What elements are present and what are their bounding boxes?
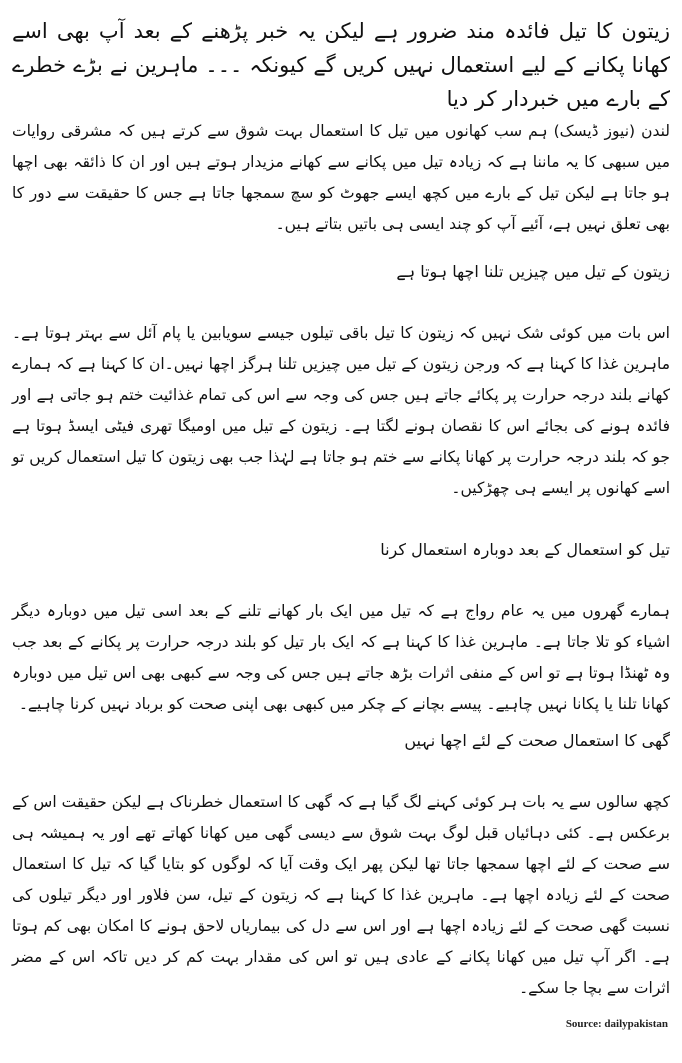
subheading-ghee: گھی کا استعمال صحت کے لئے اچھا نہیں bbox=[404, 731, 670, 750]
article-paragraph-ghee: کچھ سالوں سے یہ بات ہر کوئی کہنے لگ گیا ہے کہ گھی کا استعمال خطرناک ہے لیکن حقیقت اس کے برعکس ہے۔ کئی دہائیاں قبل لوگ بہت شوق سے دیسی گھی میں کھانا کھاتے تھے اور یہ ہمیشہ ہی سے صحت کے لئے اچھا سمجھا جاتا تھا لیکن پھر ایک وقت آیا کہ لوگوں کو بتایا گیا کہ تیل کا استعمال صحت کے لئے زیادہ اچھا ہے۔ ماہرین غذا کا کہنا ہے کہ زیتون کے تیل، سن فلاور اور دیگر تیلوں کی نسبت گھی صحت کے لئے زیادہ اچھا ہے اور اس سے دل کی بیماریاں لاحق ہونے کا امکان بھی کم ہوتا ہے۔ اگر آپ تیل میں کھانا پکانے کے عادی ہیں تو اس کی مقدار بہت کم کر دیں تاکہ اس کے مضر اثرات سے بچا جا سکے۔ bbox=[12, 793, 670, 997]
article-paragraph-olive-oil: اس بات میں کوئی شک نہیں کہ زیتون کا تیل باقی تیلوں جیسے سویابین یا پام آئل سے بہتر ہوتا ہے۔ماہرین غذا کا کہنا ہے کہ ورجن زیتون کے تیل میں چیزیں تلنا ہرگز اچھا نہیں۔ان کا کہنا ہے کہ ہمارے کھانے بلند درجہ حرارت پر پکائے جاتے ہیں جس کی وجہ سے اس کی تمام غذائیت ختم ہو جاتی ہے اور فائدہ ہونے کی بجائے اس کا نقصان ہونے لگتا ہے۔ زیتون کے تیل میں اومیگا تھری فیٹی ایسڈ ہوتا ہے جو کہ بلند درجہ حرارت پر کھانا پکانے سے ختم ہو جاتا ہے لہٰذا جب بھی زیتون کا تیل استعمال کریں تو اسے کھانوں پر ایسے ہی چھڑکیں۔ bbox=[12, 324, 670, 497]
article-paragraph-reusing-oil: ہمارے گھروں میں یہ عام رواج ہے کہ تیل میں ایک بار کھانے تلنے کے بعد اسی تیل میں دوبارہ دیگر اشیاء کو تلا جاتا ہے۔ ماہرین غذا کا کہنا ہے کہ ایک بار تیل کو بلند درجہ حرارت پر پکانے کے بعد جب وہ ٹھنڈا ہوتا ہے تو اس کے منفی اثرات بڑھ جاتے ہیں جس کی وجہ سے کبھی بھی اس تیل میں دوبارہ کھانا تلنا یا پکانا نہیں چاہیے۔ پیسے بچانے کے چکر میں کبھی بھی اپنی صحت کو برباد نہیں کرنا چاہیے۔ bbox=[12, 602, 670, 713]
subheading-reusing-oil: تیل کو استعمال کے بعد دوبارہ استعمال کرنا bbox=[380, 540, 670, 559]
source-credit: Source: dailypakistan bbox=[565, 1018, 668, 1030]
article-headline: زیتون کا تیل فائدہ مند ضرور ہے لیکن یہ خبر پڑھنے کے بعد آپ بھی اسے کھانا پکانے کے لیے استعمال نہیں کریں گے کیونکہ ۔۔۔ ماہرین نے بڑے خطرے کے بارے میں خبردار کر دیا bbox=[12, 19, 670, 111]
subheading-olive-oil-frying: زیتون کے تیل میں چیزیں تلنا اچھا ہوتا ہے bbox=[396, 262, 670, 281]
article-paragraph-intro: لندن (نیوز ڈیسک) ہم سب کھانوں میں تیل کا استعمال بہت شوق سے کرتے ہیں کہ مشرقی روایات میں سبھی کا یہ ماننا ہے کہ زیادہ تیل میں پکانے سے کھانے مزیدار ہوتے ہیں اور ان کا ذائقہ بھی اچھا ہو جاتا ہے لیکن تیل کے بارے میں کچھ ایسے جھوٹ کو سچ سمجھا جاتا ہے جس کا حقیقت سے دور کا بھی تعلق نہیں ہے، آئیے آپ کو چند ایسی ہی باتیں بتاتے ہیں۔ bbox=[12, 122, 670, 233]
